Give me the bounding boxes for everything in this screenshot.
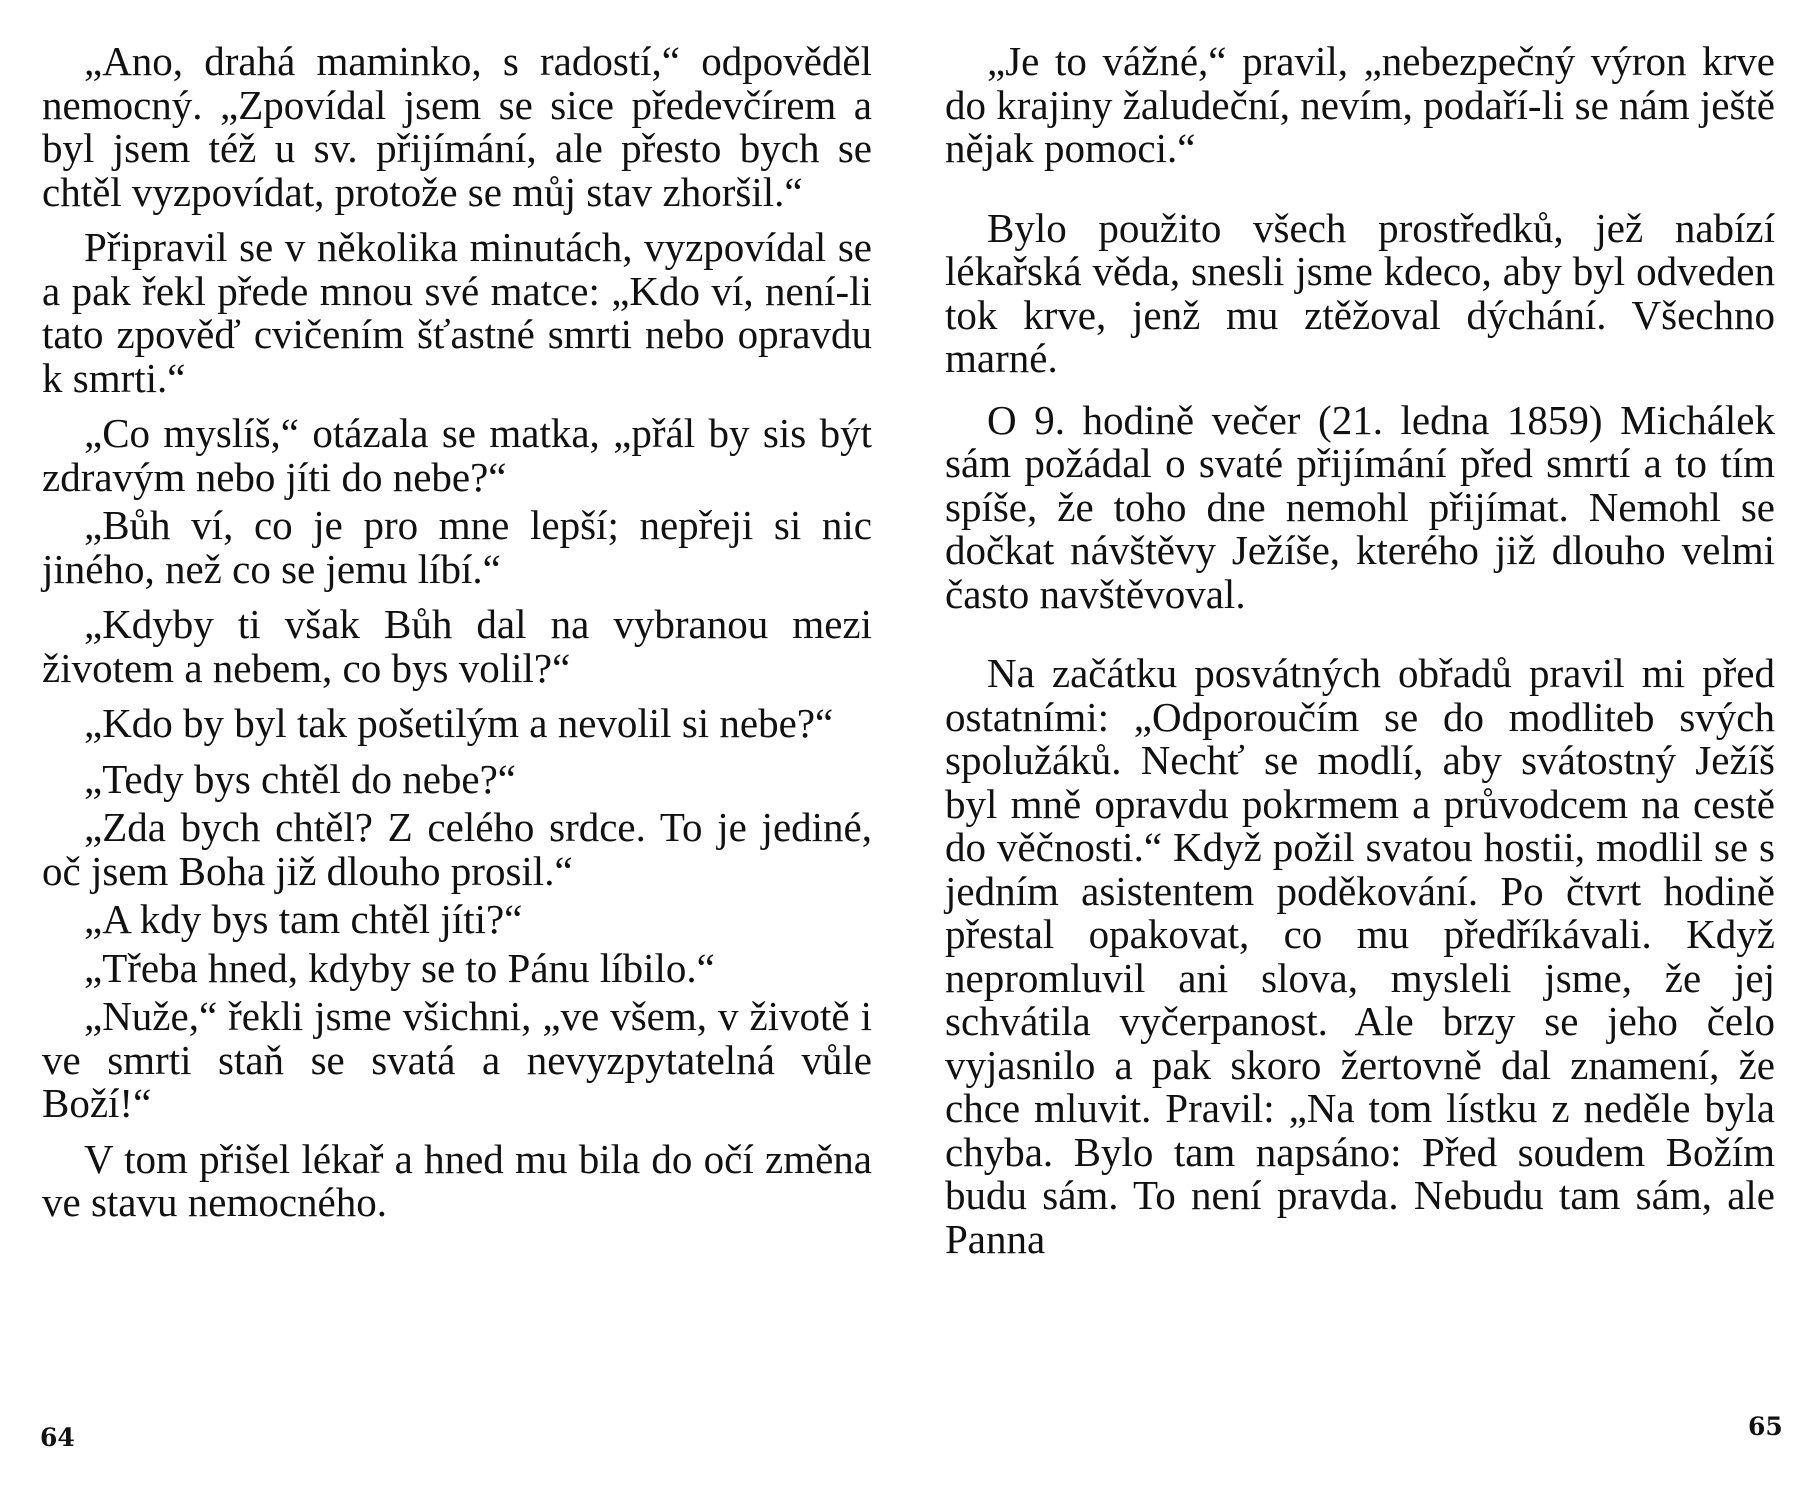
- paragraph: V tom přišel lékař a hned mu bila do očí změna ve stavu nemocného.: [42, 1135, 872, 1225]
- paragraph: Na začátku posvátných obřadů pravil mi před ostatními: „Odporoučím se do modliteb svých spolužáků. Nechť se modlí, aby svátostný Ježíš byl mně opravdu pokrmem a průvodcem na cestě do věčnosti.“ Když požil svatou hostii, modlil se s jedním asistentem poděkování. Po čtvrt hodině přestal opakovat, co mu předříkávali. Když nepromluvil ani slova, mysleli jsme, že jej schvátila vyčerpanost. Ale brzy se jeho čelo vyjasnilo a pak skoro žertovně dal znamení, že chce mluvit. Pravil: „Na tom lístku z neděle byla chyba. Bylo tam napsáno: Před soudem Božím budu sám. To není pravda. Nebudu tam sám, ale Panna: [945, 650, 1775, 1262]
- paragraph: „Třeba hned, kdyby se to Pánu líbilo.“: [84, 944, 715, 991]
- paragraph: „Zda bych chtěl? Z celého srdce. To je jediné, oč jsem Boha již dlouho prosil.“: [42, 804, 872, 894]
- paragraph: „Ano, drahá maminko, s radostí,“ odpověděl nemocný. „Zpovídal jsem se sice předevčírem a byl jsem též u sv. přijímání, ale přesto bych se chtěl vyzpovídat, protože se můj stav zhoršil.“: [42, 38, 872, 215]
- paragraph: „Co myslíš,“ otázala se matka, „přál by sis být zdravým nebo jíti do nebe?“: [42, 410, 872, 500]
- paragraph: „Tedy bys chtěl do nebe?“: [84, 755, 517, 802]
- paragraph: Připravil se v několika minutách, vyzpovídal se a pak řekl přede mnou své matce: „Kdo ví, není-li tato zpověď cvičením šťastné smrti nebo opravdu k smrti.“: [42, 224, 872, 401]
- paragraph: „Nuže,“ řekli jsme všichni, „ve všem, v životě i ve smrti staň se svatá a nevyzpytatelná vůle Boží!“: [42, 993, 872, 1126]
- right-page: [945, 40, 1775, 1273]
- page-number-left: 64: [40, 1423, 75, 1452]
- paragraph: „A kdy bys tam chtěl jíti?“: [84, 896, 523, 942]
- paragraph: Bylo použito všech prostředků, jež nabízí lékařská věda, snesli jsme kdeco, aby byl odveden tok krve, jenž mu ztěžoval dýchání. Všechno marné.: [945, 204, 1775, 381]
- paragraph: „Je to vážné,“ pravil, „nebezpečný výron krve do krajiny žaludeční, nevím, podaří-li se nám ještě nějak pomoci.“: [945, 38, 1775, 171]
- left-page: [42, 40, 872, 1237]
- paragraph: „Bůh ví, co je pro mne lepší; nepřeji si nic jiného, než co se jemu líbí.“: [42, 502, 872, 592]
- paragraph: O 9. hodině večer (21. ledna 1859) Michálek sám požádal o svaté přijímání před smrtí a to tím spíše, že toho dne nemohl přijímat. Nemohl se dočkat návštěvy Ježíše, kterého již dlouho velmi často navštěvoval.: [945, 396, 1775, 617]
- paragraph: „Kdo by byl tak pošetilým a nevolil si nebe?“: [84, 700, 834, 746]
- paragraph: „Kdyby ti však Bůh dal na vybranou mezi životem a nebem, co bys volil?“: [42, 601, 872, 691]
- page-number-right: 65: [1748, 1412, 1783, 1441]
